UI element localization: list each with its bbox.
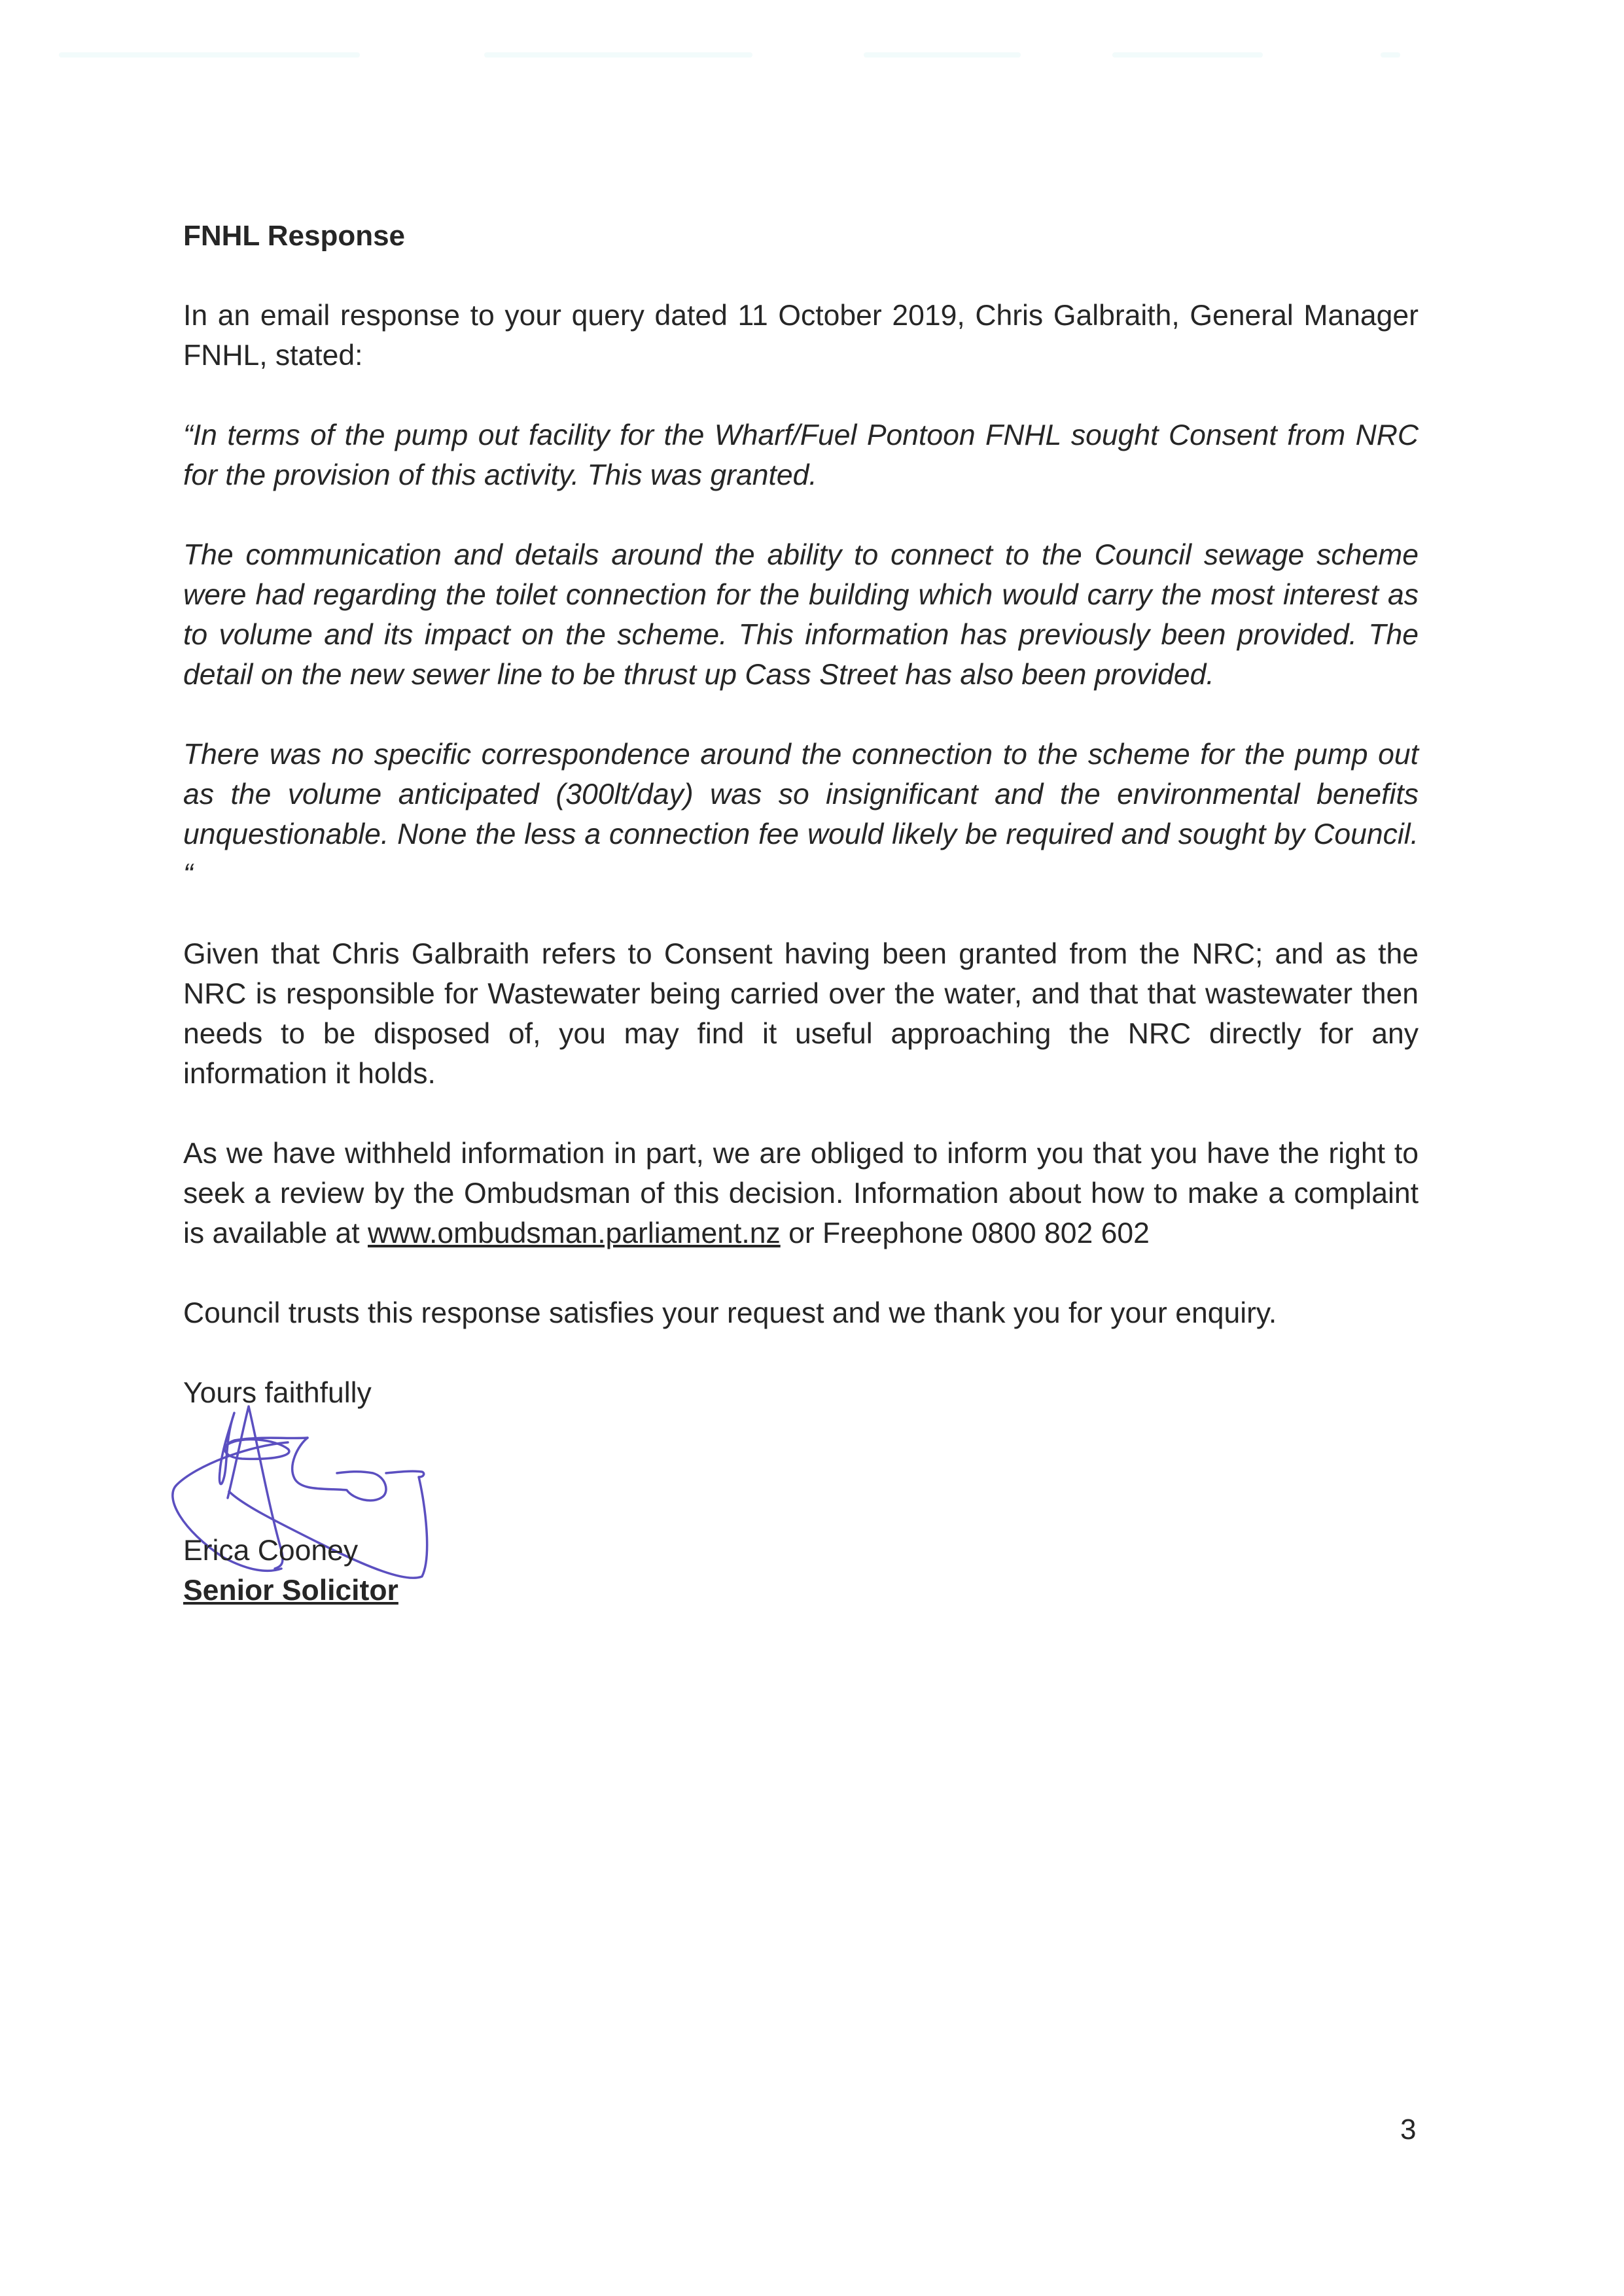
intro-paragraph: In an email response to your query dated 11 October 2019, Chris Galbraith, General Manager FNHL, stated: [183, 300, 1419, 372]
page-number: 3 [1400, 2113, 1417, 2146]
ombudsman-text: As we have withheld information in part, we are obliged to inform you that you have the right to seek a review by the Ombudsman of this decision. Information about how to make a complaint is available at [183, 1138, 1419, 1249]
closing-paragraph: Council trusts this response satisfies your request and we thank you for your enquiry. [183, 1297, 1277, 1329]
signer-name: Erica Cooney [183, 1535, 359, 1567]
ombudsman-paragraph [183, 1134, 1419, 1253]
freephone-text: or Freephone 0800 802 602 [780, 1217, 1150, 1249]
ombudsman-link[interactable]: www.ombudsman.parliament.nz [368, 1217, 781, 1249]
quote-paragraph-correspondence: There was no specific correspondence around the connection to the scheme for the pump out as the volume anticipated (300lt/day) was so insignificant and the environmental benefits unquestionable. None the less a connection fee would likely be required and sought by Council. “ [183, 739, 1419, 890]
scan-artifact-band [0, 52, 1624, 64]
signature-stroke-vertical [219, 1413, 234, 1484]
quote-paragraph-communication: The communication and details around the ability to connect to the Council sewage scheme were had regarding the toilet connection for the building which would carry the most interest as to volume and its impact on the scheme. This information has previously been provided. The detail on the new sewer line to be thrust up Cass Street has also been provided. [183, 539, 1419, 691]
nrc-paragraph: Given that Chris Galbraith refers to Consent having been granted from the NRC; and as the NRC is responsible for Wastewater being carried over the water, and that that wastewater then needs to be disposed of, you may find it useful approaching the NRC directly for any information it holds. [183, 938, 1419, 1090]
signer-title: Senior Solicitor [183, 1574, 398, 1607]
section-heading: FNHL Response [183, 220, 406, 252]
signature-block [183, 1531, 398, 1610]
signature-stroke-c [292, 1438, 386, 1501]
letter-body [183, 216, 1419, 1413]
signoff: Yours faithfully [183, 1377, 372, 1409]
quote-paragraph-consent: “In terms of the pump out facility for the Wharf/Fuel Pontoon FNHL sought Consent from NRC for the provision of this activity. This was granted. [183, 419, 1419, 491]
